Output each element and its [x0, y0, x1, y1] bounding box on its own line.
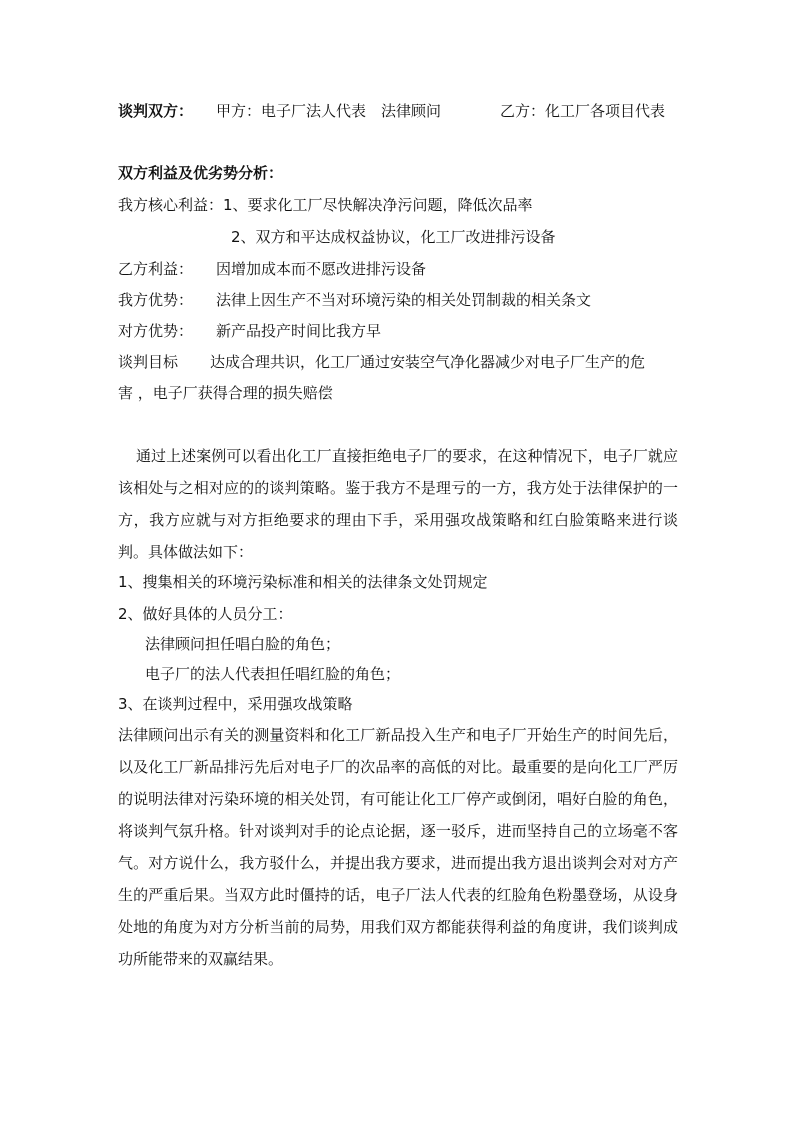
party-b: 乙方：化工厂各项目代表: [500, 102, 666, 120]
goal-row: [118, 352, 646, 372]
step-3: 3、在谈判过程中，采用强攻战策略: [118, 695, 353, 713]
their-interest-label: 乙方利益：: [118, 260, 194, 278]
their-advantage-row: [118, 321, 382, 341]
step-2-a: 法律顾问担任唱白脸的角色；: [145, 635, 341, 653]
our-advantage-label: 我方优势：: [118, 291, 194, 309]
our-advantage-row: [118, 290, 592, 310]
our-interest-2: 2、双方和平达成权益协议，化工厂改进排污设备: [231, 228, 556, 246]
step-1: 1、搜集相关的环境污染标准和相关的法律条文处罚规定: [118, 573, 488, 591]
our-interest-row: [118, 195, 533, 215]
our-interest-1: 1、要求化工厂尽快解决净污问题，降低次品率: [223, 196, 533, 214]
our-advantage: 法律上因生产不当对环境污染的相关处罚制裁的相关条文: [216, 291, 592, 309]
detail-paragraph: 法律顾问出示有关的测量资料和化工厂新品投入生产和电子厂开始生产的时间先后，以及化工厂新品排污先后对电子厂的次品率的高低的对比。最重要的是向化工厂严厉的说明法律对污染环境的相关处罚，有可能让化工厂停产或倒闭，唱好白脸的角色，将谈判气氛升格。针对谈判对手的论点论据，逐一驳斥，进而坚持自己的立场毫不客气。对方说什么，我方驳什么，并提出我方要求，进而提出我方退出谈判会对对方产生的严重后果。当双方此时僵持的话，电子厂法人代表的红脸角色粉墨登场，从设身处地的角度为对方分析当前的局势，用我们双方都能获得利益的角度讲，我们谈判成功所能带来的双赢结果。: [118, 726, 678, 968]
analysis-heading: 双方利益及优劣势分析：: [118, 164, 284, 182]
goal-line1: 达成合理共识，化工厂通过安装空气净化器减少对电子厂生产的危: [210, 353, 646, 371]
step-2: 2、做好具体的人员分工：: [118, 605, 293, 623]
their-advantage: 新产品投产时间比我方早: [216, 322, 382, 340]
their-interest-row: [118, 259, 427, 279]
party-a: 甲方：电子厂法人代表 法律顾问: [216, 102, 442, 120]
goal-label: 谈判目标: [118, 353, 179, 371]
parties-label: 谈判双方：: [118, 102, 194, 120]
goal-line2: 害 ，电子厂获得合理的损失赔偿: [118, 384, 333, 402]
intro-paragraph: 通过上述案例可以看出化工厂直接拒绝电子厂的要求，在这种情况下，电子厂就应该相处与之相对应的的谈判策略。鉴于我方不是理亏的一方，我方处于法律保护的一方，我方应就与对方拒绝要求的理由下手，采用强攻战策略和红白脸策略来进行谈判。具体做法如下：: [118, 447, 678, 561]
parties-line: [118, 101, 666, 121]
step-2-b: 电子厂的法人代表担任唱红脸的角色；: [145, 665, 401, 683]
their-interest: 因增加成本而不愿改进排污设备: [216, 260, 427, 278]
their-advantage-label: 对方优势：: [118, 322, 194, 340]
our-interest-label: 我方核心利益：: [118, 196, 224, 214]
